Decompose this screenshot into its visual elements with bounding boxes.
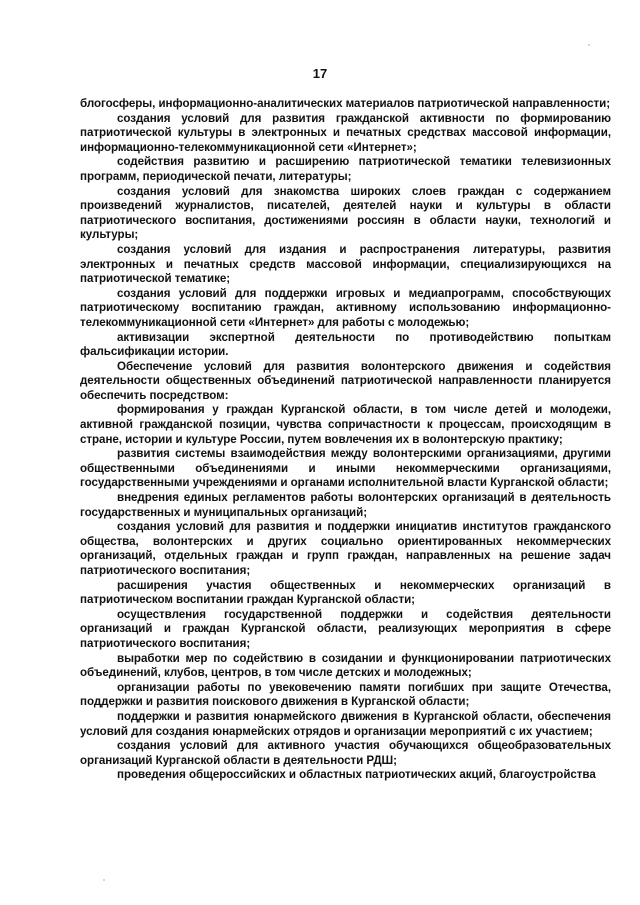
scan-speck [588, 44, 590, 46]
paragraph: создания условий для знакомства широких слоев граждан с содержанием произведений журналистов, писателей, деятелей науки и культуры в области патриотического воспитания, достижениями россиян в области науки, технологий и культуры; [80, 184, 611, 242]
paragraph: создания условий для активного участия обучающихся общеобразовательных организаций Курганской области в деятельности РДШ; [80, 739, 611, 767]
paragraph: создания условий для развития и поддержки инициатив институтов гражданского общества, волонтерских и других социально ориентированных некоммерческих организаций, отдельных граждан и групп граждан, направленных на решение задач патриотического воспитания; [80, 520, 611, 577]
paragraph: организации работы по увековечению памяти погибших при защите Отечества, поддержки и развития поискового движения в Курганской области; [80, 680, 611, 709]
document-body [80, 97, 611, 783]
paragraph: формирования у граждан Курганской области, в том числе детей и молодежи, активной гражданской позиции, чувства сопричастности к процессам, происходящим в стране, истории и культуре России, путем вовлечения их в волонтерскую практику; [80, 403, 611, 446]
paragraph: содействия развитию и расширению патриотической тематики телевизионных программ, периодической печати, литературы; [80, 155, 611, 183]
paragraph: осуществления государственной поддержки и содействия деятельности организаций и граждан Курганской области, реализующих мероприятия в сфере патриотического воспитания; [80, 607, 611, 650]
paragraph: проведения общероссийских и областных патриотических акций, благоустройства [117, 768, 596, 782]
page-number: 17 [312, 66, 328, 81]
paragraph: расширения участия общественных и некоммерческих организаций в патриотическом воспитании граждан Курганской области; [80, 578, 611, 607]
paragraph: активизации экспертной деятельности по противодействию попыткам фальсификации истории. [80, 330, 611, 359]
paragraph: создания условий для развития гражданской активности по формированию патриотической культуры в электронных и печатных средствах массовой информации, информационно-телекоммуникационной сети «Интернет»; [80, 111, 611, 154]
paragraph: выработки мер по содействию в созидании и функционировании патриотических объединений, клубов, центров, в том числе детских и молодежных; [80, 651, 611, 680]
paragraph: внедрения единых регламентов работы волонтерских организаций в деятельность государственных и муниципальных организаций; [80, 491, 611, 519]
scan-speck [103, 879, 105, 881]
paragraph: поддержки и развития юнармейского движения в Курганской области, обеспечения условий для создания юнармейских отрядов и организации мероприятий с их участием; [80, 709, 611, 738]
paragraph: блогосферы, информационно-аналитических материалов патриотической направленности; [80, 97, 611, 110]
paragraph: Обеспечение условий для развития волонтерского движения и содействия деятельности общественных объединений патриотической направленности планируется обеспечить посредством: [80, 359, 611, 402]
paragraph: развития системы взаимодействия между волонтерскими организациями, другими общественными объединениями и иными некоммерческими организациями, государственными учреждениями и органами исполнительной власти Курганской области; [80, 447, 611, 490]
paragraph: создания условий для поддержки игровых и медиапрограмм, способствующих патриотическому воспитанию граждан, активному использованию информационно-телекоммуникационной сети «Интернет» для работы с молодежью; [80, 286, 611, 329]
paragraph: создания условий для издания и распространения литературы, развития электронных и печатных средств массовой информации, специализирующихся на патриотической тематике; [80, 242, 611, 286]
